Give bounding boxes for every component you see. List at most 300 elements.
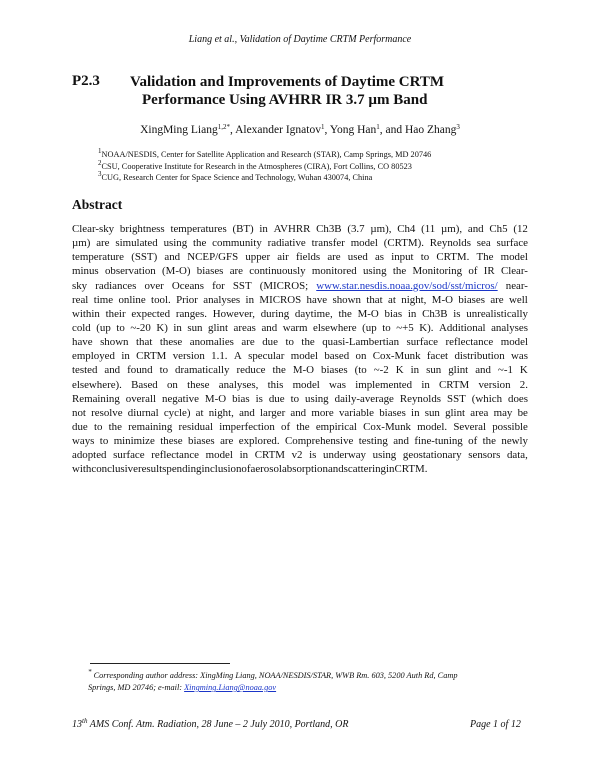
abstract-word: variable [338,406,375,419]
abstract-word: ~-2 [373,364,389,377]
abstract-line [72,363,528,377]
abstract-word: time [93,293,114,306]
abstract-word: found [127,364,153,377]
author-affil-sup: 3 [456,123,460,131]
abstract-word: well [509,293,528,306]
abstract-line [72,279,528,293]
abstract-word: Reynolds [429,237,471,250]
author-list [0,124,600,136]
abstract-word: are [220,435,234,448]
abstract-word: µm) [72,237,91,250]
abstract-word: temperatures [170,223,227,235]
abstract-word: overall [125,392,157,405]
abstract-word: absorption [281,463,328,476]
abstract-word: biases [321,364,348,377]
author-affil-sup: 1,2* [217,123,230,131]
affiliation-text: CUG, Research Center for Space Science and Technology, Wuhan 430074, China [101,173,373,182]
abstract-word: night, [208,406,234,419]
footnote-line-2 [88,682,538,694]
abstract-word: Cox-Munk [363,420,411,433]
footnote-text: Corresponding author address: XingMing Liang, NOAA/NESDIS/STAR, WWB Rm. 603, 5200 Auth Rd, Camp [93,671,458,680]
abstract-word: reduce [236,364,266,377]
abstract-word: results [137,463,167,476]
author-name: Yong Han [329,124,377,136]
abstract-word: biases [379,406,406,419]
affiliation-text: NOAA/NESDIS, Center for Satellite Application and Research (STAR), Camp Springs, MD 20746 [101,150,432,159]
abstract-word: the [482,435,496,448]
affiliation-sup: 1 [98,147,102,155]
abstract-line [72,378,528,392]
footnote [88,670,538,694]
abstract-word: in [245,293,255,306]
abstract-word: diurnal [127,406,159,419]
abstract-word: K). [419,321,434,334]
abstract-word: Clear-sky [72,223,115,235]
abstract-word: explored. [238,435,280,448]
abstract-word: in [173,321,182,334]
abstract-word: analyses, [218,378,259,391]
affiliation-sup: 3 [98,170,102,178]
abstract-word: the [272,364,286,377]
abstract-word: are [241,336,255,349]
abstract-line [72,236,528,250]
abstract-word: CRTM. [436,251,470,264]
abstract-word: and [393,435,409,448]
abstract-word: temperature [72,251,125,264]
abstract-word: version [478,378,511,391]
abstract-word: facet [426,350,449,363]
running-header: Liang et al., Validation of Daytime CRTM Performance [188,34,412,45]
author-affil-sup: 1 [320,123,325,131]
author-separator: , [229,124,236,136]
abstract-word: be [517,406,528,419]
abstract-word: to [93,420,103,433]
abstract-word: shown [332,293,361,306]
abstract-word: that [136,336,153,349]
abstract-word: reflectance [151,449,200,462]
abstract-word: to [116,321,125,334]
abstract-word: this [267,378,284,391]
abstract-word: IR [483,265,495,278]
abstract-word: imperfection [219,420,275,433]
abstract-word: unrealistically [466,307,528,320]
abstract-word: and [290,406,307,419]
abstract-word: was [329,378,346,391]
abstract-word: with [72,463,92,476]
conf-ordinal: th [82,717,88,725]
author-separator: , and [379,124,405,136]
abstract-word: based [324,350,350,363]
affiliation-sup: 2 [98,158,102,167]
abstract-word: AVHRR [273,223,311,235]
abstract-line [72,335,528,349]
abstract-word: more [311,406,334,419]
abstract-word: ~-1 [497,364,513,377]
abstract-word: (SST) [131,251,158,264]
abstract-word: model. [417,420,448,433]
abstract-word: due [268,392,285,405]
abstract-word: the [296,420,310,433]
abstract-word: community [212,237,262,250]
abstract-word: and [261,321,278,334]
abstract-word: biases [188,435,215,448]
abstract-word: at [195,406,204,419]
conf-details: AMS Conf. Atm. Radiation, 28 June – 2 July 2010, Portland, OR [87,719,349,730]
abstract-word: underway [323,449,366,462]
abstract-word: observation [104,265,156,278]
abstract-word: analyses [491,321,528,334]
abstract-line [72,420,528,434]
abstract-word: Ch5 [489,223,508,235]
footnote-marker: * [88,668,92,676]
abstract-word: model [350,237,378,250]
abstract-word: remaining [128,420,173,433]
abstract-word: as [374,251,385,264]
abstract-word: using [305,392,329,405]
abstract-word: geostationary [402,449,462,462]
abstract-word: continuously [249,265,306,278]
abstract-word: (up [362,321,377,334]
abstract-word: glint [208,321,229,334]
abstract-word: Comprehensive [285,435,354,448]
abstract-word: Ch3B [422,307,448,320]
abstract-word: (to [354,364,367,377]
abstract-word: using [362,265,387,278]
abstract-word: input [391,251,414,264]
abstract-word: night, [401,293,427,306]
abstract-word: minimize [113,435,155,448]
abstract-word: Clear- [500,265,528,278]
abstract-word: (11 [421,223,436,235]
abstract-line [72,462,528,476]
abstract-line [72,321,528,335]
abstract-word: M-O [204,392,227,405]
abstract-word: area [470,406,489,419]
micros-url-link[interactable]: www.star.nesdis.noaa.gov/sod/sst/micros/ [316,279,498,292]
abstract-word: (which [471,392,503,405]
abstract-word: transfer [311,237,345,250]
abstract-word: brightness [119,223,165,235]
abstract-word: expected [131,307,171,320]
abstract-word: The [476,251,494,264]
affiliations [98,149,431,184]
abstract-word: to [285,336,294,349]
abstract-word: residual [178,420,213,433]
abstract-word: larger [260,406,286,419]
author-name: Alexander Ignatov [235,124,321,136]
abstract-word: radiances [95,279,137,292]
email-link[interactable]: Xingming.Liang@noaa.gov [184,683,277,692]
abstract-word: these [159,336,183,349]
abstract-line [72,222,528,236]
abstract-word: testing [358,435,388,448]
abstract-line [72,349,528,363]
abstract-word: in [121,350,130,363]
abstract-word: of [241,463,251,476]
abstract-word: glint [448,364,469,377]
abstract-word: to [382,321,391,334]
abstract-word: (12 [513,223,528,235]
abstract-word: K [395,364,404,377]
abstract-word: real [72,293,89,306]
footnote-line-1 [88,670,538,682]
abstract-word: in [410,364,420,377]
paper-title [130,73,530,109]
abstract-word: Based [131,378,158,391]
footnote-text-cont: Springs, MD 20746; e-mail: [88,683,185,692]
abstract-word: in [386,463,395,476]
affiliation-line [98,172,431,184]
abstract-word: sun [187,321,203,334]
abstract-word: areas [233,321,256,334]
abstract-word: Ch4 [397,223,416,235]
abstract-word: in [259,223,268,235]
abstract-word: to [420,251,430,264]
abstract-word: v2 [291,449,303,462]
abstract-word: µm), [370,223,392,235]
abstract-word: near- [505,279,528,292]
abstract-word: glint [445,406,466,419]
abstract-word: are [96,237,110,250]
author-name: Hao Zhang [405,124,457,136]
abstract-word: minus [72,265,99,278]
abstract-word: Ch3B [316,223,342,235]
abstract-word: online [118,293,146,306]
abstract-word: (up [96,321,111,334]
abstract-word: conclusive [91,463,138,476]
abstract-line [72,250,528,264]
abstract-word: tool. [151,293,171,306]
abstract-word: tested [72,364,98,377]
abstract-word: SST [447,392,466,405]
abstract-word: are [490,293,504,306]
abstract-line [72,307,528,321]
abstract-word: at [388,293,396,306]
abstract-word: anomalies [189,336,234,349]
abstract-word: have [72,336,93,349]
abstract-word: Oceans [171,279,204,292]
abstract-word: Prior [176,293,198,306]
abstract-word: to [159,364,169,377]
abstract-word: Remaining [72,392,120,405]
abstract-word: resolve [91,406,123,419]
abstract-word: surface [406,336,438,349]
abstract-word: in [239,449,249,462]
abstract-word: specular [248,350,285,363]
abstract-word: implemented [355,378,413,391]
abstract-word: surface [496,237,528,250]
abstract-word: of [281,420,291,433]
abstract-word: 1.1. [211,350,228,363]
abstract-word: Additional [438,321,486,334]
abstract-word: 2. [519,378,528,391]
abstract-word: the [301,336,315,349]
abstract-word: air [277,251,289,264]
abstract-word: analyses [203,293,241,306]
abstract-word: in [421,378,430,391]
abstract-word: and [327,463,344,476]
abstract-word: CRTM [254,449,285,462]
abstract-word: inclusion [201,463,242,476]
abstract-word: M-O [357,307,379,320]
abstract-word: reflectance [445,336,494,349]
abstract-word: Several [453,420,486,433]
abstract-word: NCEP/GFS [187,251,239,264]
abstract-word: sky [72,279,88,292]
abstract-word: for [212,279,225,292]
abstract-word: and [164,251,181,264]
abstract-word: not [72,406,86,419]
affiliation-line [98,158,431,173]
title-line-2: Performance Using AVHRR IR 3.7 µm Band [142,92,428,108]
abstract-word: K) [156,321,168,334]
abstract-word: (BT) [232,223,254,235]
abstract-word: distribution [454,350,505,363]
abstract-word: upper [245,251,271,264]
abstract-word: ~+5 [396,321,414,334]
abstract-word: sensors [468,449,501,462]
page-number: Page 1 of 12 [470,719,521,730]
abstract-word: used [347,251,368,264]
abstract-word: (MICROS; [259,279,309,292]
abstract-word: CRTM [439,378,470,391]
abstract-word: shown [100,336,129,349]
abstract-word: SST [232,279,252,292]
abstract-body [72,222,528,477]
abstract-word: sun [424,406,440,419]
abstract-word: elsewhere [313,321,357,334]
abstract-word: ways [72,435,95,448]
abstract-word: (M-O) [162,265,191,278]
abstract-word: the [338,307,352,320]
abstract-word: within [72,307,100,320]
abstract-word: on [355,350,367,363]
title-line-1: Validation and Improvements of Daytime CRTM [130,74,445,90]
abstract-word: model [292,378,320,391]
abstract-word: warm [282,321,308,334]
abstract-word: in [411,406,420,419]
conference-footer [72,719,348,730]
abstract-word: surface [113,449,145,462]
abstract-word: during [260,307,290,320]
abstract-word: their [105,307,126,320]
abstract-word: µm), [441,223,463,235]
abstract-word: dramatically [175,364,230,377]
abstract-word: due [262,336,278,349]
abstract-word: quasi-Lambertian [322,336,400,349]
abstract-word: pending [166,463,202,476]
abstract-word: is [255,392,263,405]
abstract-word: is [453,307,461,320]
abstract-word: However, [212,307,255,320]
abstract-word: daytime, [294,307,333,320]
abstract-word: possible [492,420,528,433]
abstract-word: MICROS [259,293,302,306]
abstract-word: the [108,420,122,433]
abstract-word: cycle) [163,406,191,419]
abstract-word: cold [72,321,91,334]
abstract-word: empirical [315,420,357,433]
abstract-word: Reynolds [399,392,442,405]
abstract-word: version [172,350,205,363]
abstract-word: Cox-Munk [372,350,421,363]
abstract-word: (3.7 [347,223,365,235]
abstract-word: K [519,364,528,377]
abstract-line [72,293,528,307]
abstract-word: these [160,435,183,448]
abstract-word: A [233,350,242,363]
abstract-word: employed [72,350,115,363]
abstract-word: to [290,392,300,405]
abstract-line [72,406,528,420]
abstract-word: was [511,350,528,363]
abstract-word: daily-average [334,392,394,405]
abstract-word: simulated [115,237,158,250]
abstract-word: newly [501,435,528,448]
abstract-word: that [366,293,383,306]
abstract-word: over [144,279,164,292]
affiliation-line [98,149,431,161]
abstract-word: CRTM [136,350,167,363]
paper-number: P2.3 [72,73,100,89]
abstract-word: aerosol [250,463,282,476]
abstract-word: CRTM. [394,463,428,476]
abstract-word: monitored [311,265,357,278]
abstract-word: and [239,406,255,419]
abstract-word: scattering [343,463,387,476]
abstract-word: model [290,350,318,363]
abstract-word: of [468,435,478,448]
footnote-divider [90,663,230,664]
abstract-word: is [309,449,317,462]
abstract-line [72,434,528,448]
abstract-word: sun [426,364,442,377]
abstract-word: M-O [431,293,453,306]
abstract-word: are [327,251,341,264]
abstract-line [72,448,528,462]
abstract-word: may [493,406,513,419]
abstract-word: sea [476,237,491,250]
abstract-word: negative [162,392,199,405]
abstract-word: have [306,293,328,306]
abstract-word: fields [295,251,321,264]
abstract-word: and [467,223,484,235]
affiliation-text: CSU, Cooperative Institute for Research in the Atmospheres (CIRA), Fort Collins, CO 80523 [101,161,412,171]
abstract-word: M-O [292,364,315,377]
abstract-word: due [72,420,88,433]
author-separator: , [324,124,330,136]
abstract-word: elsewhere). [72,378,122,391]
abstract-word: biases [458,293,485,306]
abstract-word: data, [506,449,528,462]
abstract-word: ~-20 [130,321,151,334]
abstract-word: using [163,237,188,250]
author-name: XingMing Liang [140,124,218,136]
abstract-word: radiative [267,237,306,250]
abstract-word: are [229,265,243,278]
author-affil-sup: 1 [376,123,380,131]
abstract-word: using [372,449,397,462]
abstract-word: model [500,251,528,264]
abstract-word: model [500,336,528,349]
abstract-word: biases [196,265,224,278]
abstract-word: adopted [72,449,107,462]
abstract-word: ranges. [175,307,207,320]
abstract-line [72,264,528,278]
abstract-word: of [468,265,478,278]
abstract-word: in [407,307,417,320]
abstract-word: and [104,364,121,377]
